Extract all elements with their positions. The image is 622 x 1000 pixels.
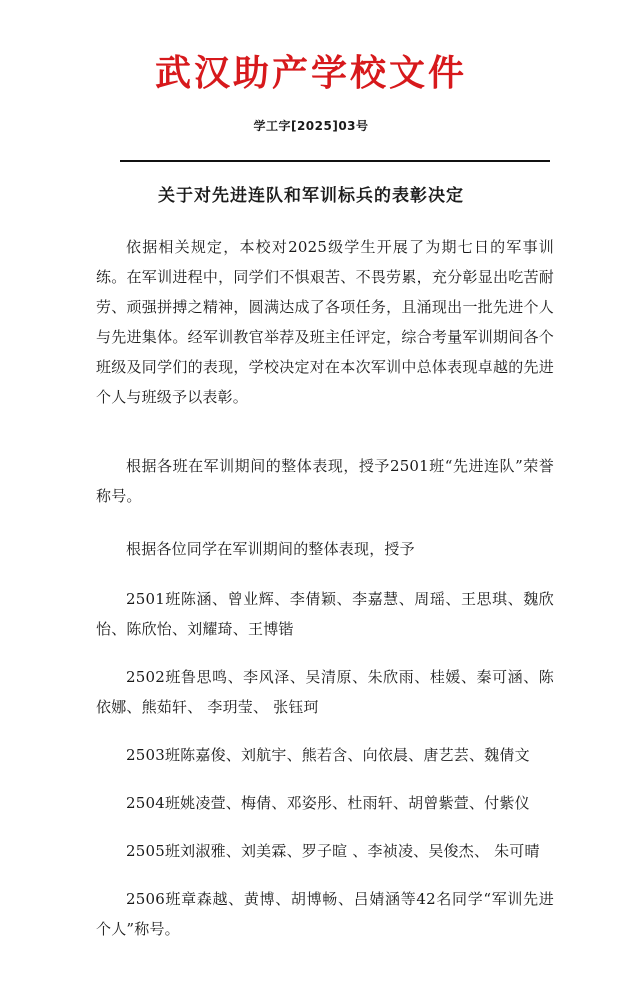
paragraph-company-award: 根据各班在军训期间的整体表现，授予2501班“先进连队”荣誉称号。 (96, 457, 554, 505)
document-number: 学工字[2025]03号 (253, 119, 369, 133)
list-item: 2502班鲁思鸣、李风泽、吴清原、朱欣雨、桂媛、秦可涵、陈依娜、熊茹轩、 李玥莹、 张钰珂 (96, 668, 554, 716)
list-item: 2504班姚凌萱、梅倩、邓姿彤、杜雨轩、胡曾紫萱、付紫仪 (126, 794, 530, 812)
list-item: 2506班章森越、黄博、胡博畅、吕婧涵等42名同学“军训先进个人”称号。 (96, 890, 554, 938)
paragraph-intro: 依据相关规定，本校对2025级学生开展了为期七日的军事训练。在军训进程中，同学们不惧艰苦、不畏劳累，充分彰显出吃苦耐劳、顽强拼搏之精神，圆满达成了各项任务，且涌现出一批先进个人与先进集体。经军训教官举荐及班主任评定，综合考量军训期间各个班级及同学们的表现，学校决定对在本次军训中总体表现卓越的先进个人与班级予以表彰。 (96, 238, 554, 406)
document-header-title: 武汉助产学校文件 (154, 53, 467, 94)
document-title: 关于对先进连队和军训标兵的表彰决定 (158, 186, 464, 206)
paragraph-individual-award: 根据各位同学在军训期间的整体表现，授予 (126, 540, 415, 558)
list-item: 2501班陈涵、曾业辉、李倩颖、李嘉慧、周瑶、王思琪、魏欣怡、陈欣怡、刘耀琦、王博锴 (96, 590, 554, 638)
list-item: 2503班陈嘉俊、刘航宇、熊若含、向依晨、唐艺芸、魏倩文 (126, 746, 530, 764)
header-divider (120, 160, 550, 162)
awardee-list (96, 584, 554, 944)
list-item: 2505班刘淑雅、刘美霖、罗子暄 、李祯凌、吴俊杰、 朱可晴 (126, 842, 540, 860)
